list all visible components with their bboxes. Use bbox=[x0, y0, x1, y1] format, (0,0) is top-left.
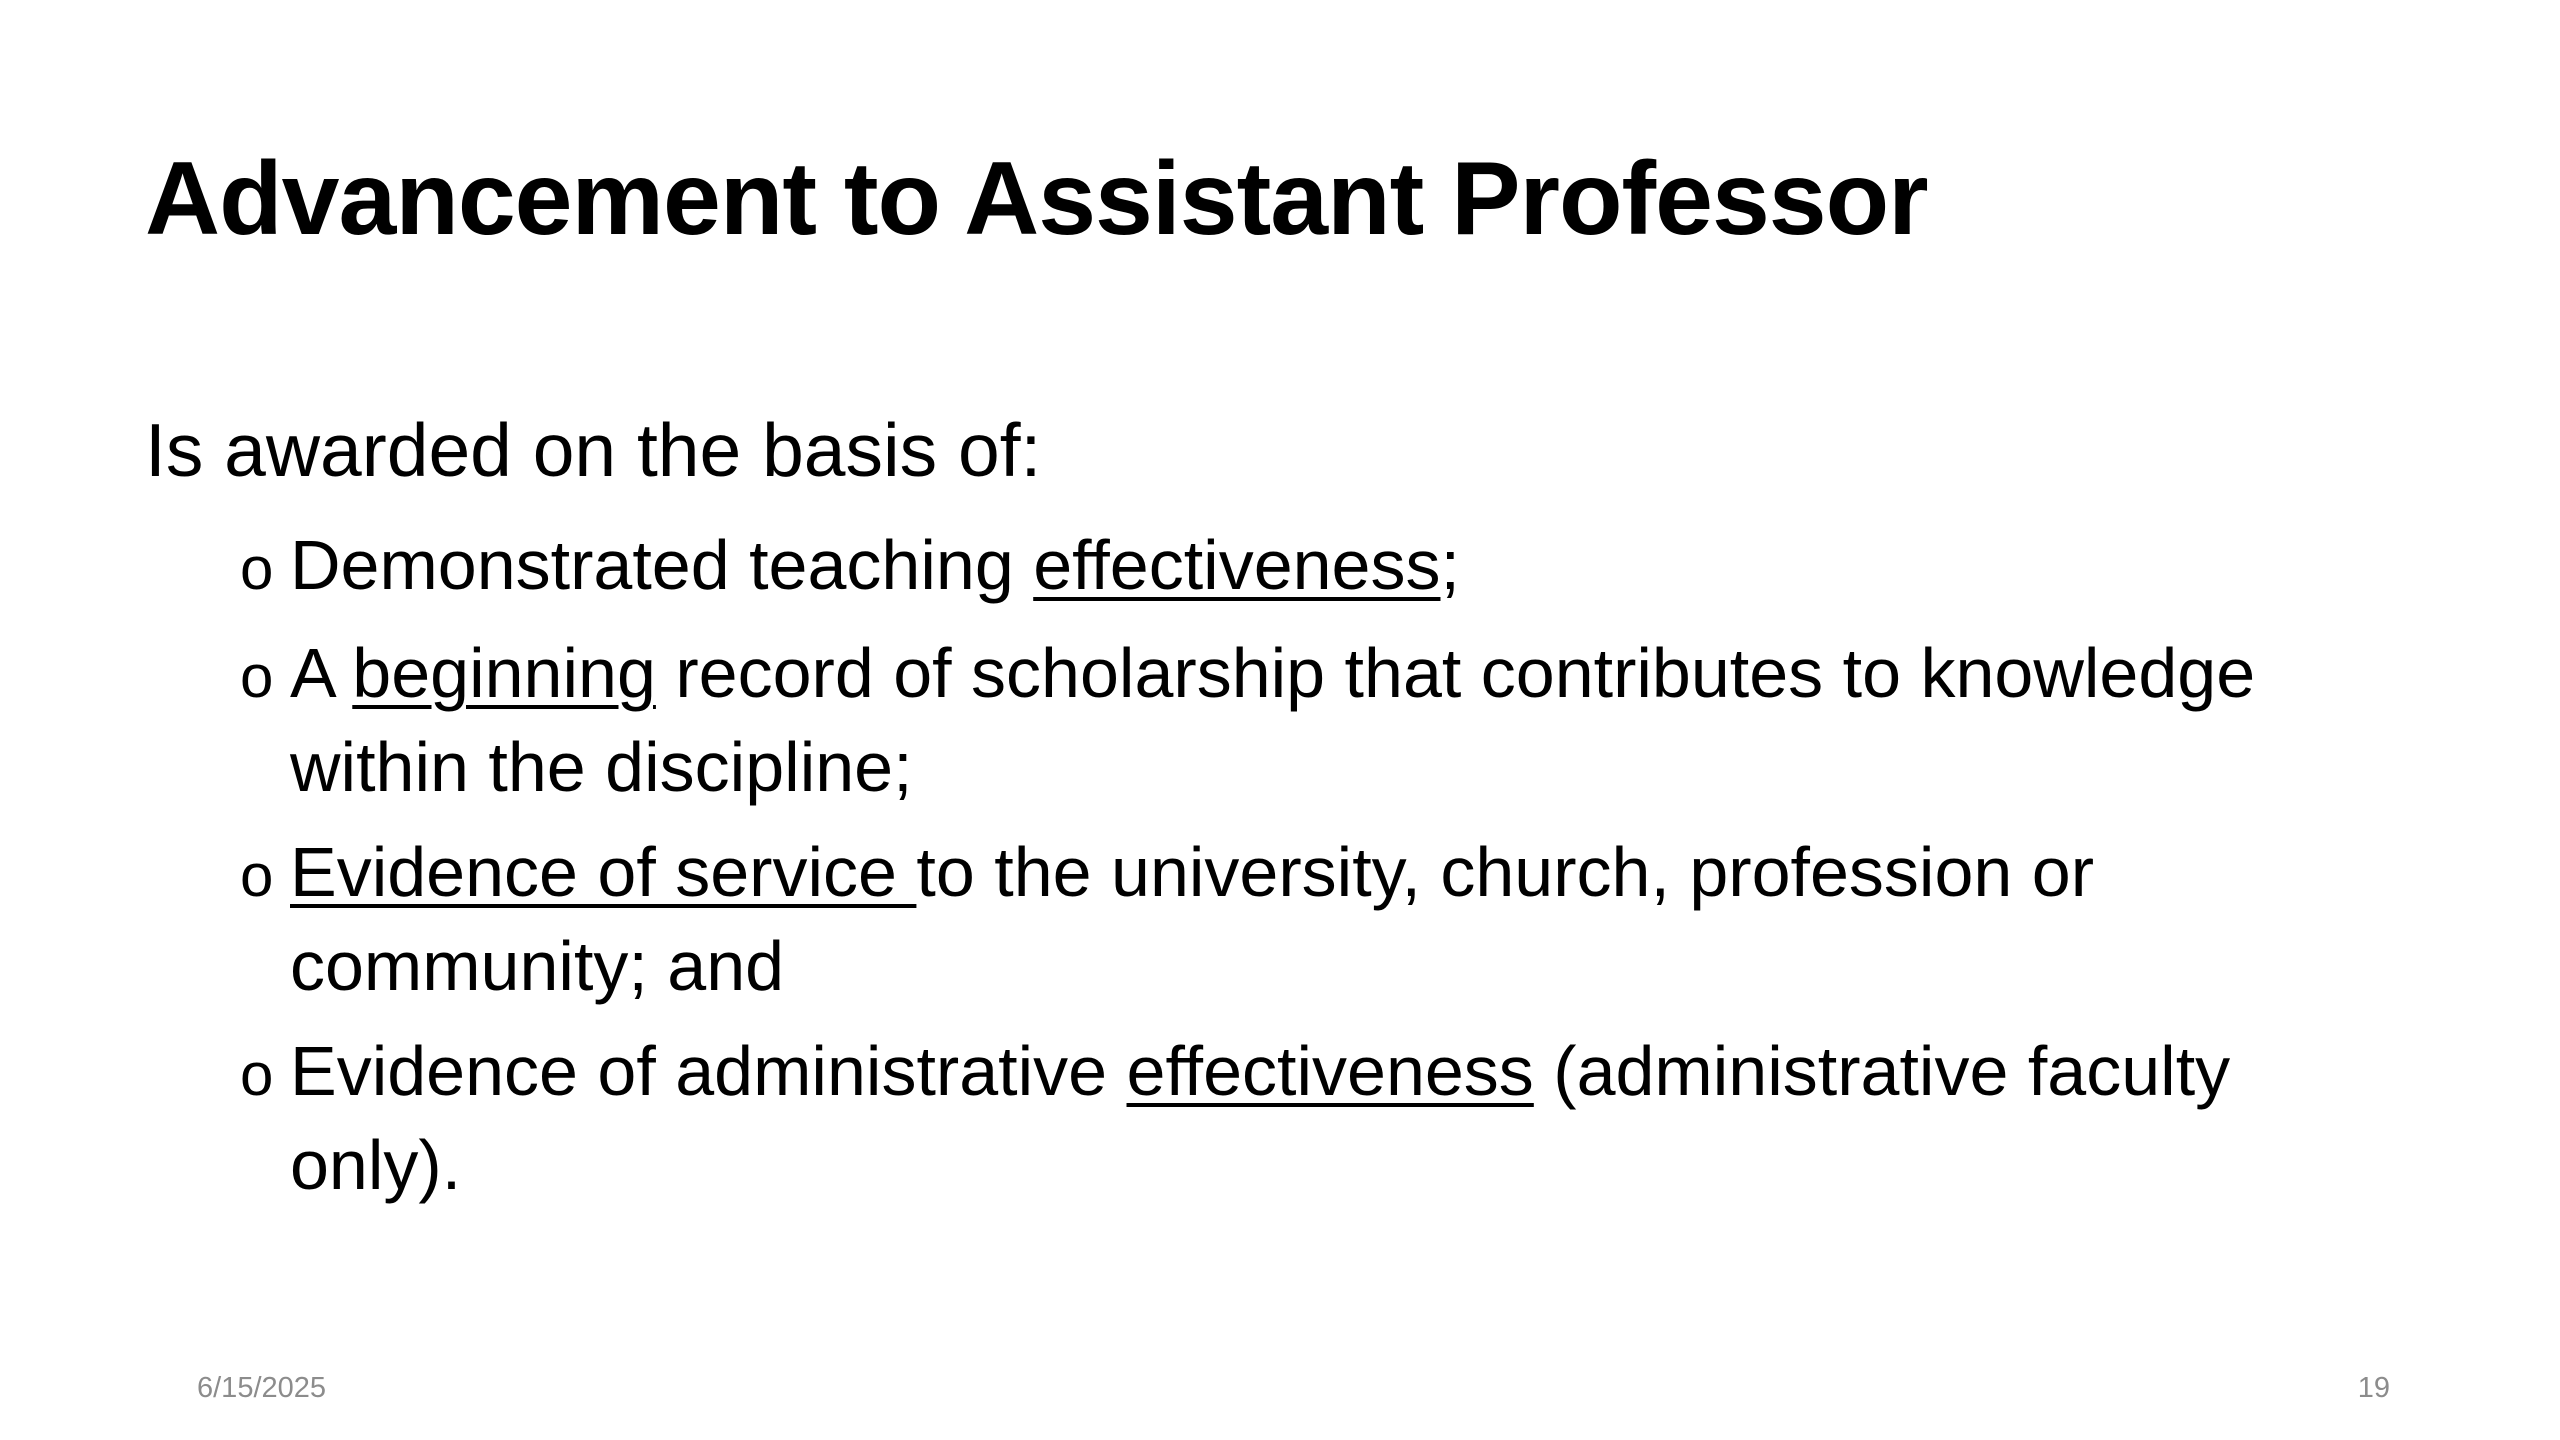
intro-text: Is awarded on the basis of: bbox=[145, 408, 1042, 492]
bullet-item-administrative bbox=[240, 1026, 2380, 1211]
bullet-text: A bbox=[290, 634, 353, 712]
footer-date: 6/15/2025 bbox=[197, 1372, 327, 1404]
bullet-text: (administrative faculty only). bbox=[290, 1032, 2231, 1204]
bullet-marker: o bbox=[240, 1041, 274, 1108]
bullet-emphasis: effectiveness bbox=[1126, 1032, 1534, 1110]
bullet-emphasis: effectiveness bbox=[1033, 526, 1441, 604]
slide-title: Advancement to Assistant Professor bbox=[145, 141, 1928, 257]
bullet-text: to the university, church, profession or community; and bbox=[290, 833, 2095, 1005]
bullet-text: Demonstrated teaching bbox=[290, 526, 1034, 604]
bullet-item-service bbox=[240, 827, 2380, 1012]
bullet-list bbox=[240, 520, 2380, 1225]
bullet-marker: o bbox=[240, 643, 274, 710]
bullet-marker: o bbox=[240, 842, 274, 909]
bullet-marker: o bbox=[240, 535, 274, 602]
bullet-text: ; bbox=[1440, 526, 1460, 604]
bullet-item-teaching bbox=[240, 520, 2380, 614]
bullet-text: Evidence of administrative bbox=[290, 1032, 1127, 1110]
footer-page-number: 19 bbox=[2357, 1372, 2390, 1404]
bullet-emphasis: beginning bbox=[352, 634, 656, 712]
bullet-text: record of scholarship that contributes to knowledge within the discipline; bbox=[290, 634, 2256, 806]
bullet-emphasis: Evidence of service bbox=[290, 833, 917, 911]
bullet-item-scholarship bbox=[240, 628, 2380, 813]
